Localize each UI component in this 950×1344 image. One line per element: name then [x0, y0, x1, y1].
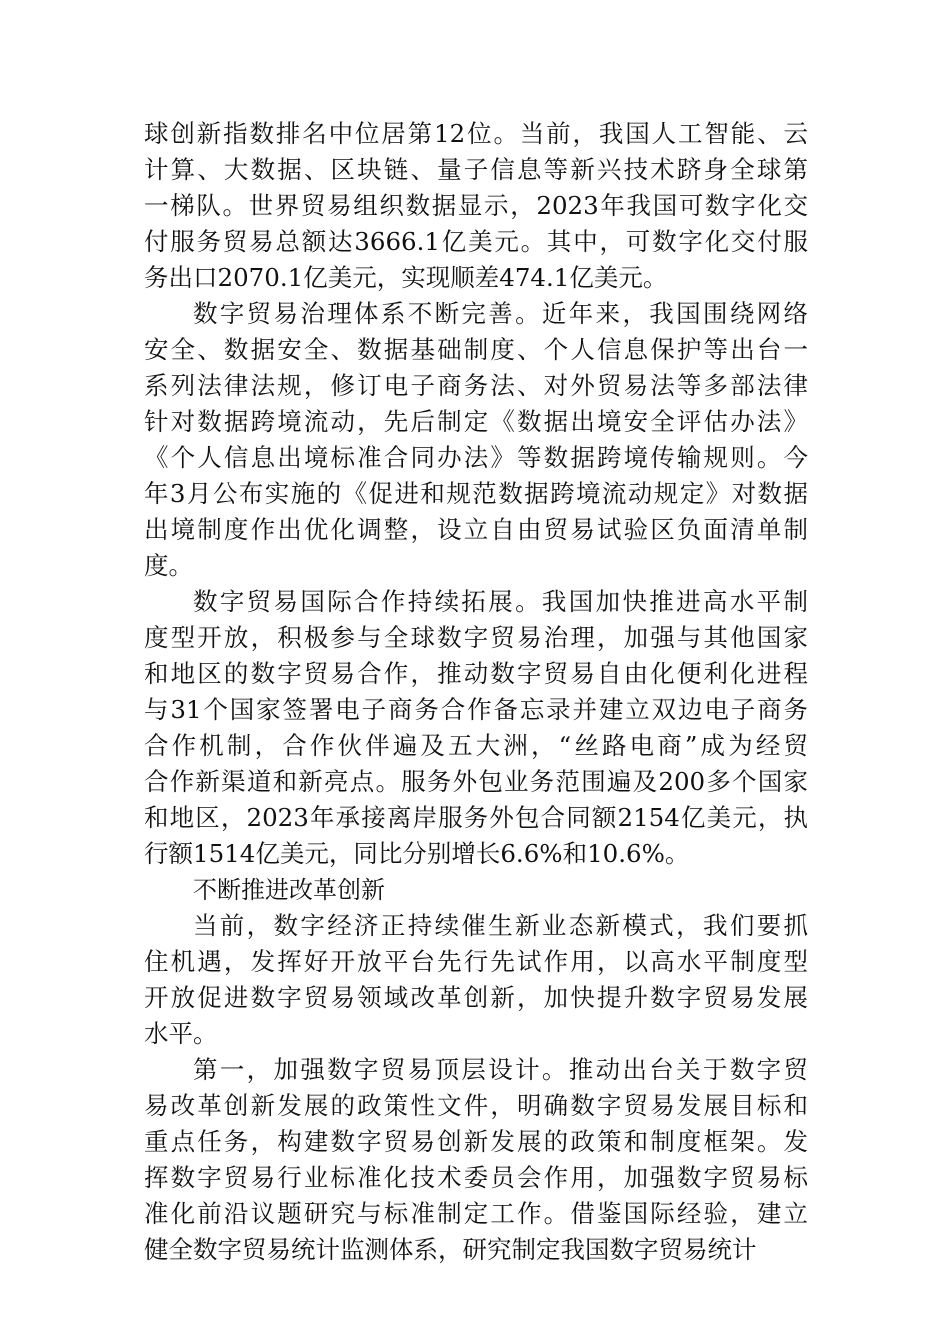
text-line: 第一，加强数字贸易顶层设计。推动出台关于数字贸 [193, 1055, 808, 1084]
text-line: 水平。 [144, 1019, 218, 1048]
text-line: 和地区，2023年承接离岸服务外包合同额2154亿美元，执 [144, 803, 808, 832]
text-line: 健全数字贸易统计监测体系，研究制定我国数字贸易统计 [144, 1235, 757, 1264]
text-line: 开放促进数字贸易领域改革创新，加快提升数字贸易发展 [144, 983, 808, 1012]
text-line: 与31个国家签署电子商务合作备忘录并建立双边电子商务 [144, 695, 808, 724]
paragraph [144, 296, 808, 584]
text-line: 挥数字贸易行业标准化技术委员会作用，加强数字贸易标 [144, 1163, 808, 1192]
paragraph [144, 908, 808, 1052]
paragraph [144, 1052, 808, 1268]
text-line: 准化前沿议题研究与标准制定工作。借鉴国际经验，建立 [144, 1199, 808, 1228]
text-line: 度型开放，积极参与全球数字贸易治理，加强与其他国家 [144, 623, 808, 652]
text-line: 行额1514亿美元，同比分别增长6.6%和10.6%。 [144, 839, 690, 868]
text-line: 年3月公布实施的《促进和规范数据跨境流动规定》对数据 [144, 479, 808, 508]
text-line: 合作机制，合作伙伴遍及五大洲，“丝路电商”成为经贸 [144, 731, 808, 760]
text-line: 一梯队。世界贸易组织数据显示，2023年我国可数字化交 [144, 191, 808, 220]
paragraph [144, 116, 808, 296]
text-line: 球创新指数排名中位居第12位。当前，我国人工智能、云 [144, 119, 808, 148]
text-line: 安全、数据安全、数据基础制度、个人信息保护等出台一 [144, 335, 808, 364]
text-line: 务出口2070.1亿美元，实现顺差474.1亿美元。 [144, 263, 668, 292]
text-line: 计算、大数据、区块链、量子信息等新兴技术跻身全球第 [144, 155, 808, 184]
paragraph [144, 584, 808, 872]
text-line: 数字贸易国际合作持续拓展。我国加快推进高水平制 [193, 587, 808, 616]
text-line: 针对数据跨境流动，先后制定《数据出境安全评估办法》 [144, 407, 808, 436]
text-line: 重点任务，构建数字贸易创新发展的政策和制度框架。发 [144, 1127, 808, 1156]
document-body [144, 116, 808, 1268]
text-line: 系列法律法规，修订电子商务法、对外贸易法等多部法律 [144, 371, 808, 400]
text-line: 出境制度作出优化调整，设立自由贸易试验区负面清单制 [144, 515, 808, 544]
text-line: 度。 [144, 551, 193, 580]
section-heading: 不断推进改革创新 [193, 876, 385, 904]
text-line: 合作新渠道和新亮点。服务外包业务范围遍及200多个国家 [144, 767, 808, 796]
text-line: 易改革创新发展的政策性文件，明确数字贸易发展目标和 [144, 1091, 808, 1120]
text-line: 数字贸易治理体系不断完善。近年来，我国围绕网络 [193, 299, 808, 328]
text-line: 住机遇，发挥好开放平台先行先试作用，以高水平制度型 [144, 947, 808, 976]
text-line: 《个人信息出境标准合同办法》等数据跨境传输规则。今 [144, 443, 808, 472]
text-line: 付服务贸易总额达3666.1亿美元。其中，可数字化交付服 [144, 227, 808, 256]
text-line: 当前，数字经济正持续催生新业态新模式，我们要抓 [193, 911, 808, 940]
text-line: 和地区的数字贸易合作，推动数字贸易自由化便利化进程 [144, 659, 808, 688]
